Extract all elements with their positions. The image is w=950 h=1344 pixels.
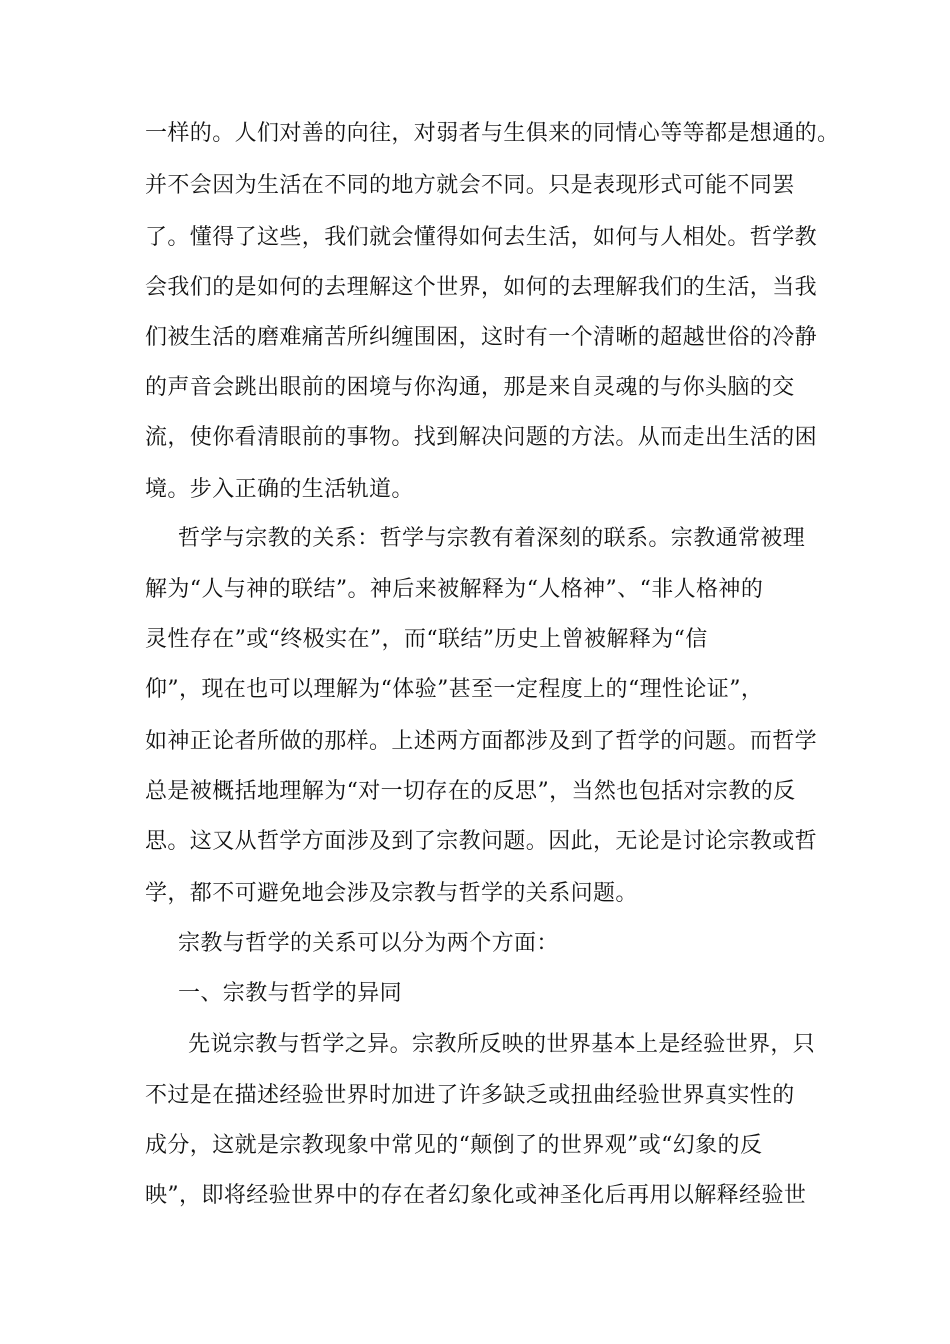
- text-line: 映”，即将经验世界中的存在者幻象化或神圣化后再用以解释经验世: [145, 1183, 807, 1208]
- text-line: 思。这又从哲学方面涉及到了宗教问题。因此，无论是讨论宗教或哲: [145, 829, 818, 854]
- text-line: 一样的。人们对善的向往，对弱者与生俱来的同情心等等都是想通的。: [145, 121, 840, 146]
- text-line: 学，都不可避免地会涉及宗教与哲学的关系问题。: [145, 881, 638, 906]
- paragraph-first-line: 哲学与宗教的关系：哲学与宗教有着深刻的联系。宗教通常被理: [178, 526, 806, 551]
- text-line: 如神正论者所做的那样。上述两方面都涉及到了哲学的问题。而哲学: [145, 729, 818, 754]
- text-line: 的声音会跳出眼前的困境与你沟通，那是来自灵魂的与你头脑的交: [145, 375, 795, 400]
- paragraph-first-line: 先说宗教与哲学之异。宗教所反映的世界基本上是经验世界，只: [188, 1032, 816, 1057]
- text-line: 并不会因为生活在不同的地方就会不同。只是表现形式可能不同罢: [145, 173, 795, 198]
- text-line: 总是被概括地理解为“对一切存在的反思”，当然也包括对宗教的反: [145, 779, 796, 804]
- section-heading: 一、宗教与哲学的异同: [178, 981, 403, 1006]
- text-line: 境。步入正确的生活轨道。: [145, 477, 414, 502]
- text-line: 流，使你看清眼前的事物。找到解决问题的方法。从而走出生活的困: [145, 425, 818, 450]
- text-line: 会我们的是如何的去理解这个世界，如何的去理解我们的生活，当我: [145, 275, 818, 300]
- text-line: 不过是在描述经验世界时加进了许多缺乏或扭曲经验世界真实性的: [145, 1083, 795, 1108]
- text-line: 成分，这就是宗教现象中常见的“颠倒了的世界观”或“幻象的反: [145, 1133, 763, 1158]
- paragraph-first-line: 宗教与哲学的关系可以分为两个方面：: [178, 931, 559, 956]
- text-line: 们被生活的磨难痛苦所纠缠围困，这时有一个清晰的超越世俗的冷静: [145, 325, 818, 350]
- text-line: 仰”，现在也可以理解为“体验”甚至一定程度上的“理性论证”，: [145, 677, 764, 702]
- text-line: 解为“人与神的联结”。神后来被解释为“人格神”、“非人格神的: [145, 577, 764, 602]
- text-line: 灵性存在”或“终极实在”，而“联结”历史上曾被解释为“信: [145, 627, 708, 652]
- text-line: 了。懂得了这些，我们就会懂得如何去生活，如何与人相处。哲学教: [145, 225, 818, 250]
